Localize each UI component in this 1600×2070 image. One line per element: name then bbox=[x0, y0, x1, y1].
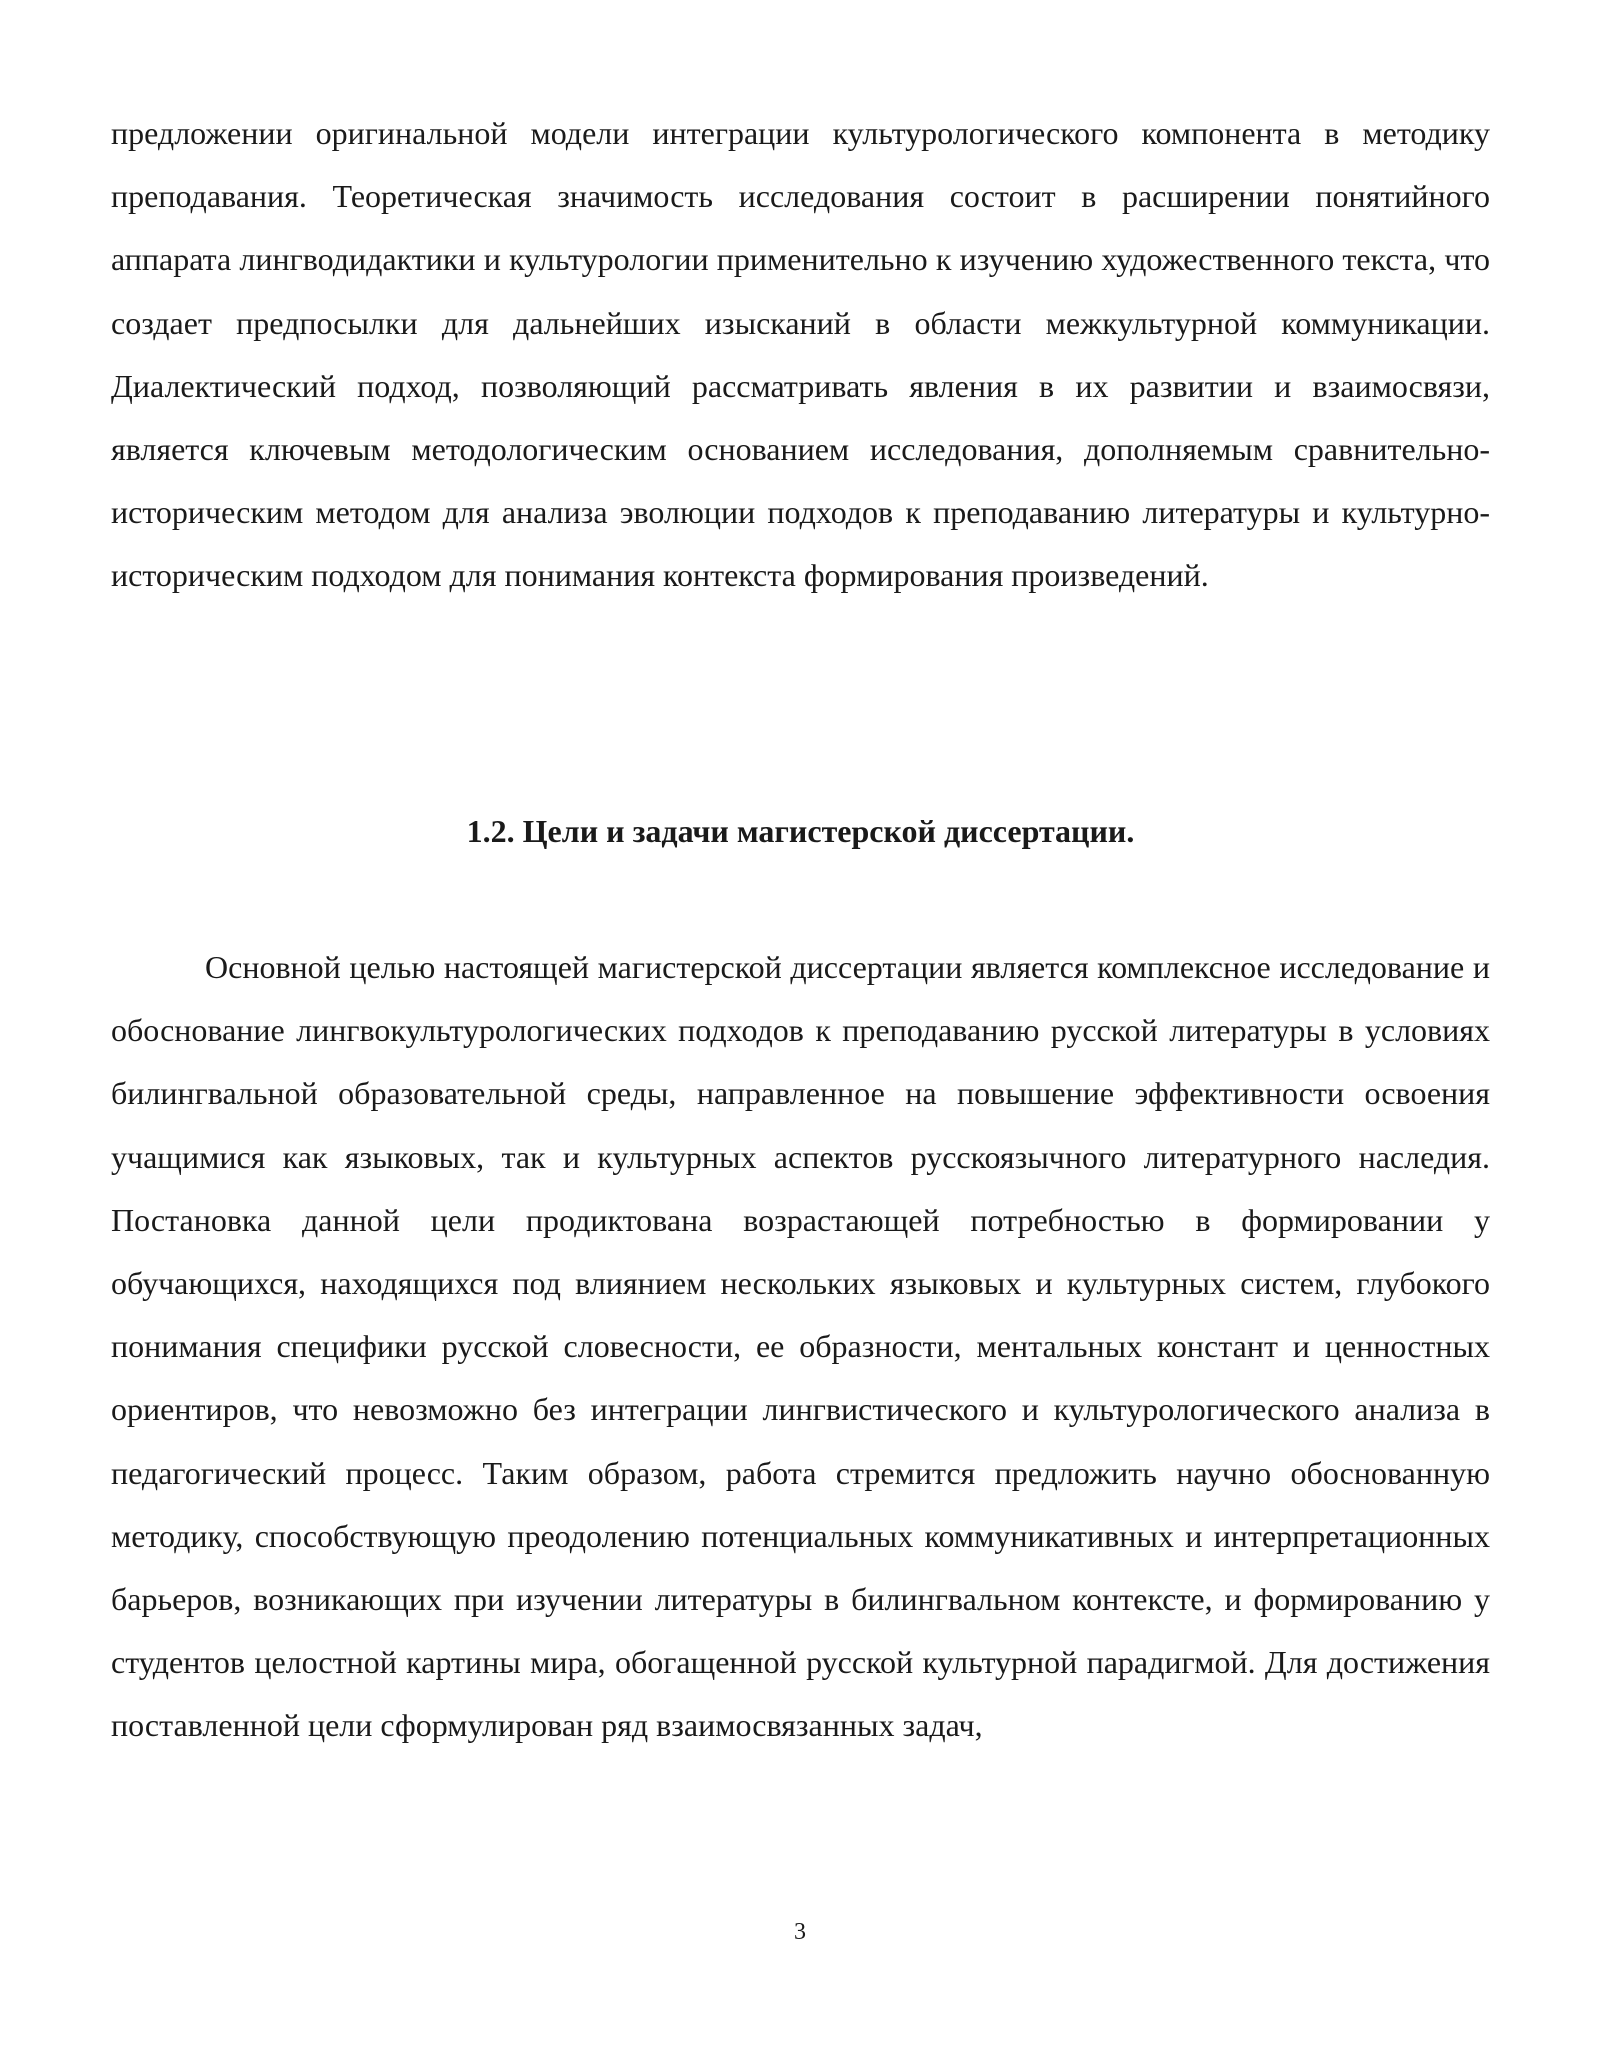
page-number: 3 bbox=[794, 1919, 806, 1945]
paragraph-significance: предложении оригинальной модели интеграции культурологического компонента в методику преподавания. Теоретическая значимость исследования состоит в расширении понятийного аппарата лингводидактики и культурологии применительно к изучению художественного текста, что создает предпосылки для дальнейших изысканий в области межкультурной коммуникации. Диалектический подход, позволяющий рассматривать явления в их развитии и взаимосвязи, является ключевым методологическим основанием исследования, дополняемым сравнительно-историческим методом для анализа эволюции подходов к преподаванию литературы и культурно-историческим подходом для понимания контекста формирования произведений. bbox=[111, 115, 1490, 594]
section-heading: 1.2. Цели и задачи магистерской диссертации. bbox=[466, 813, 1135, 849]
paragraph-goals: Основной целью настоящей магистерской диссертации является комплексное исследование и обоснование лингвокультурологических подходов к преподаванию русской литературы в условиях билингвальной образовательной среды, направленное на повышение эффективности освоения учащимися как языковых, так и культурных аспектов русскоязычного литературного наследия. Постановка данной цели продиктована возрастающей потребностью в формировании у обучающихся, находящихся под влиянием нескольких языковых и культурных систем, глубокого понимания специфики русской словесности, ее образности, ментальных констант и ценностных ориентиров, что невозможно без интеграции лингвистического и культурологического анализа в педагогический процесс. Таким образом, работа стремится предложить научно обоснованную методику, способствующую преодолению потенциальных коммуникативных и интерпретационных барьеров, возникающих при изучении литературы в билингвальном контексте, и формированию у студентов целостной картины мира, обогащенной русской культурной парадигмой. Для достижения поставленной цели сформулирован ряд взаимосвязанных задач, bbox=[111, 949, 1490, 1744]
